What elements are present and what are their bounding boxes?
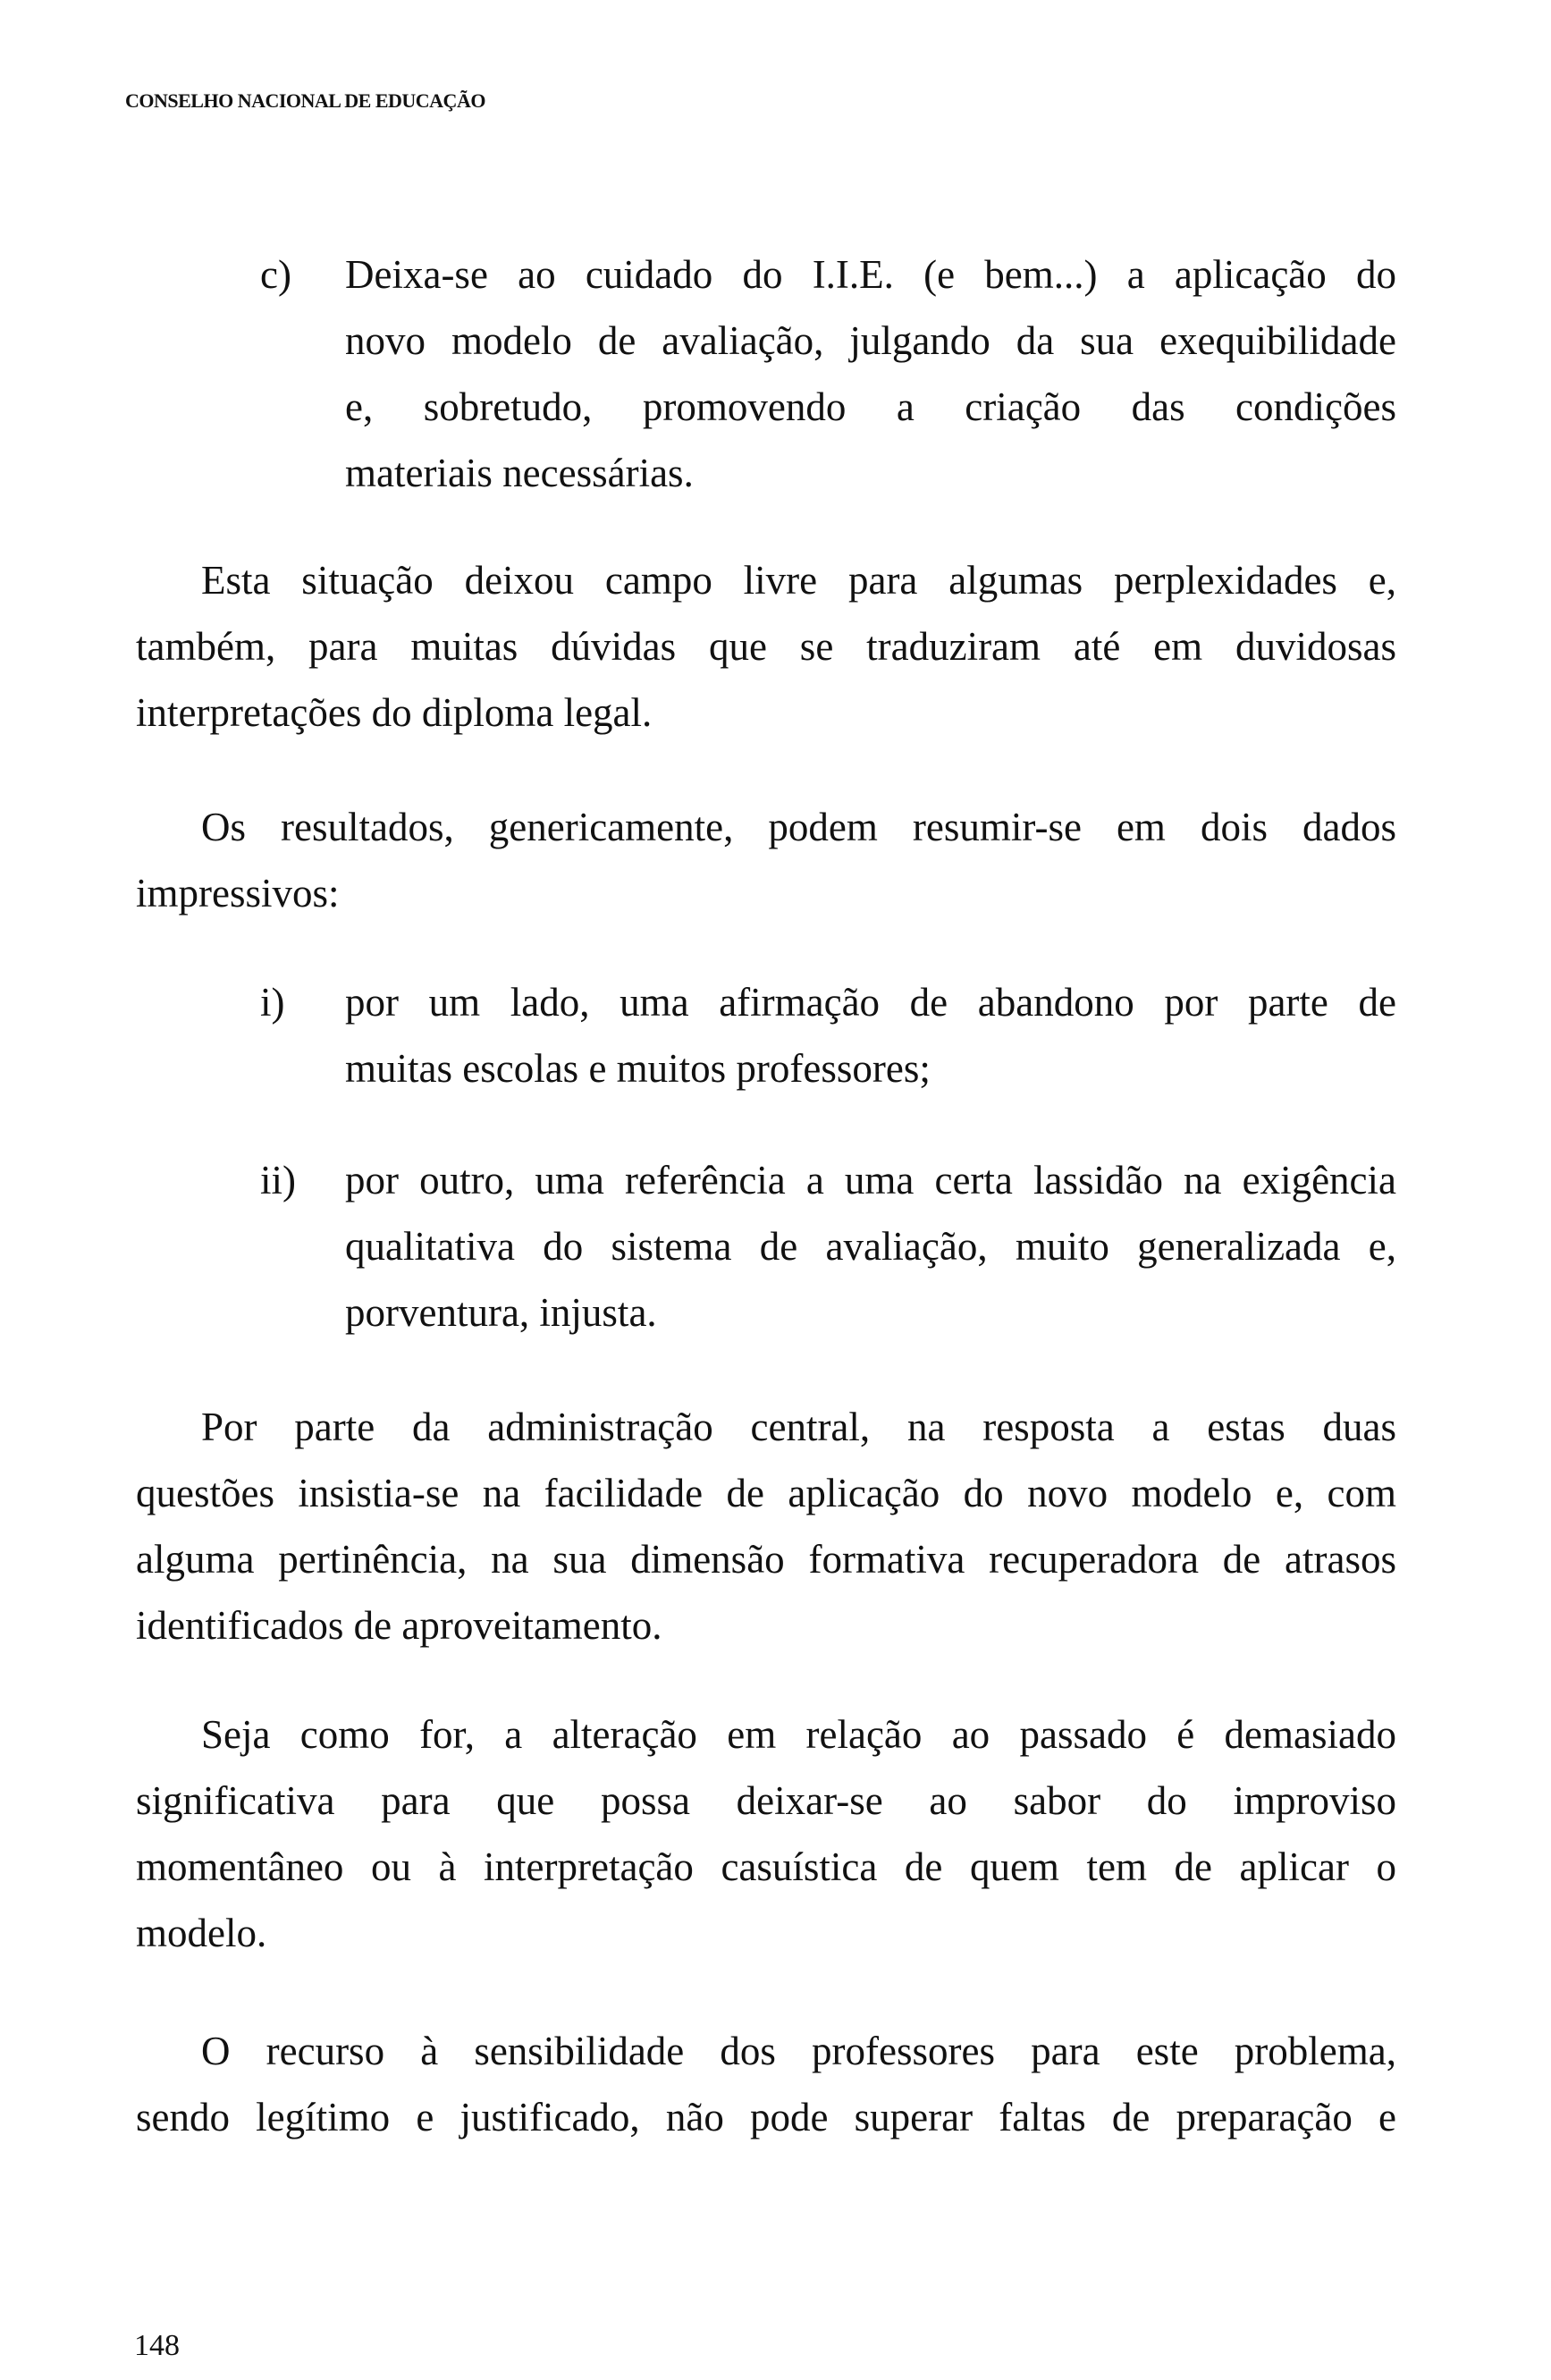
list-label-c: c) [260,252,291,297]
page-number: 148 [134,2329,180,2362]
list-label-ii: ii) [260,1158,296,1203]
text-line: identificados de aproveitamento. [136,1603,662,1648]
text-line: materiais necessárias. [345,451,694,495]
text-line: alguma pertinência, na sua dimensão formativa recuperadora de atrasos [136,1537,1396,1582]
text-line: Deixa-se ao cuidado do I.I.E. (e bem...) a aplicação do [345,252,1396,297]
text-line: questões insistia-se na facilidade de aplicação do novo modelo e, com [136,1471,1396,1515]
text-line: Os resultados, genericamente, podem resumir-se em dois dados [201,805,1396,849]
text-line: por outro, uma referência a uma certa lassidão na exigência [345,1158,1396,1203]
text-line: sendo legítimo e justificado, não pode superar faltas de preparação e [136,2095,1396,2139]
text-line: O recurso à sensibilidade dos professores para este problema, [201,2029,1396,2073]
text-line: Seja como for, a alteração em relação ao passado é demasiado [201,1712,1396,1757]
text-line: também, para muitas dúvidas que se traduziram até em duvidosas [136,624,1396,669]
text-line: novo modelo de avaliação, julgando da sua exequibilidade [345,318,1396,363]
text-line: momentâneo ou à interpretação casuística de quem tem de aplicar o [136,1844,1396,1889]
list-item-c [345,241,1396,506]
text-line: por um lado, uma afirmação de abandono por parte de [345,980,1396,1025]
text-line: porventura, injusta. [345,1290,657,1335]
list-item-i [345,969,1396,1101]
text-line: Por parte da administração central, na resposta a estas duas [201,1405,1396,1449]
text-line: modelo. [136,1911,267,1955]
text-line: muitas escolas e muitos professores; [345,1046,931,1091]
list-label-i: i) [260,980,285,1025]
text-line: impressivos: [136,871,340,916]
text-line: e, sobretudo, promovendo a criação das condições [345,384,1396,429]
paragraph [136,794,1396,926]
paragraph [136,1701,1396,1966]
paragraph [136,1394,1396,1658]
running-header: CONSELHO NACIONAL DE EDUCAÇÃO [125,89,485,112]
text-line: significativa para que possa deixar-se ao sabor do improviso [136,1778,1396,1823]
text-line: interpretações do diploma legal. [136,690,653,735]
paragraph [136,2018,1396,2150]
text-line: Esta situação deixou campo livre para algumas perplexidades e, [201,558,1396,603]
list-item-ii [345,1147,1396,1346]
paragraph [136,547,1396,746]
text-line: qualitativa do sistema de avaliação, muito generalizada e, [345,1224,1396,1269]
